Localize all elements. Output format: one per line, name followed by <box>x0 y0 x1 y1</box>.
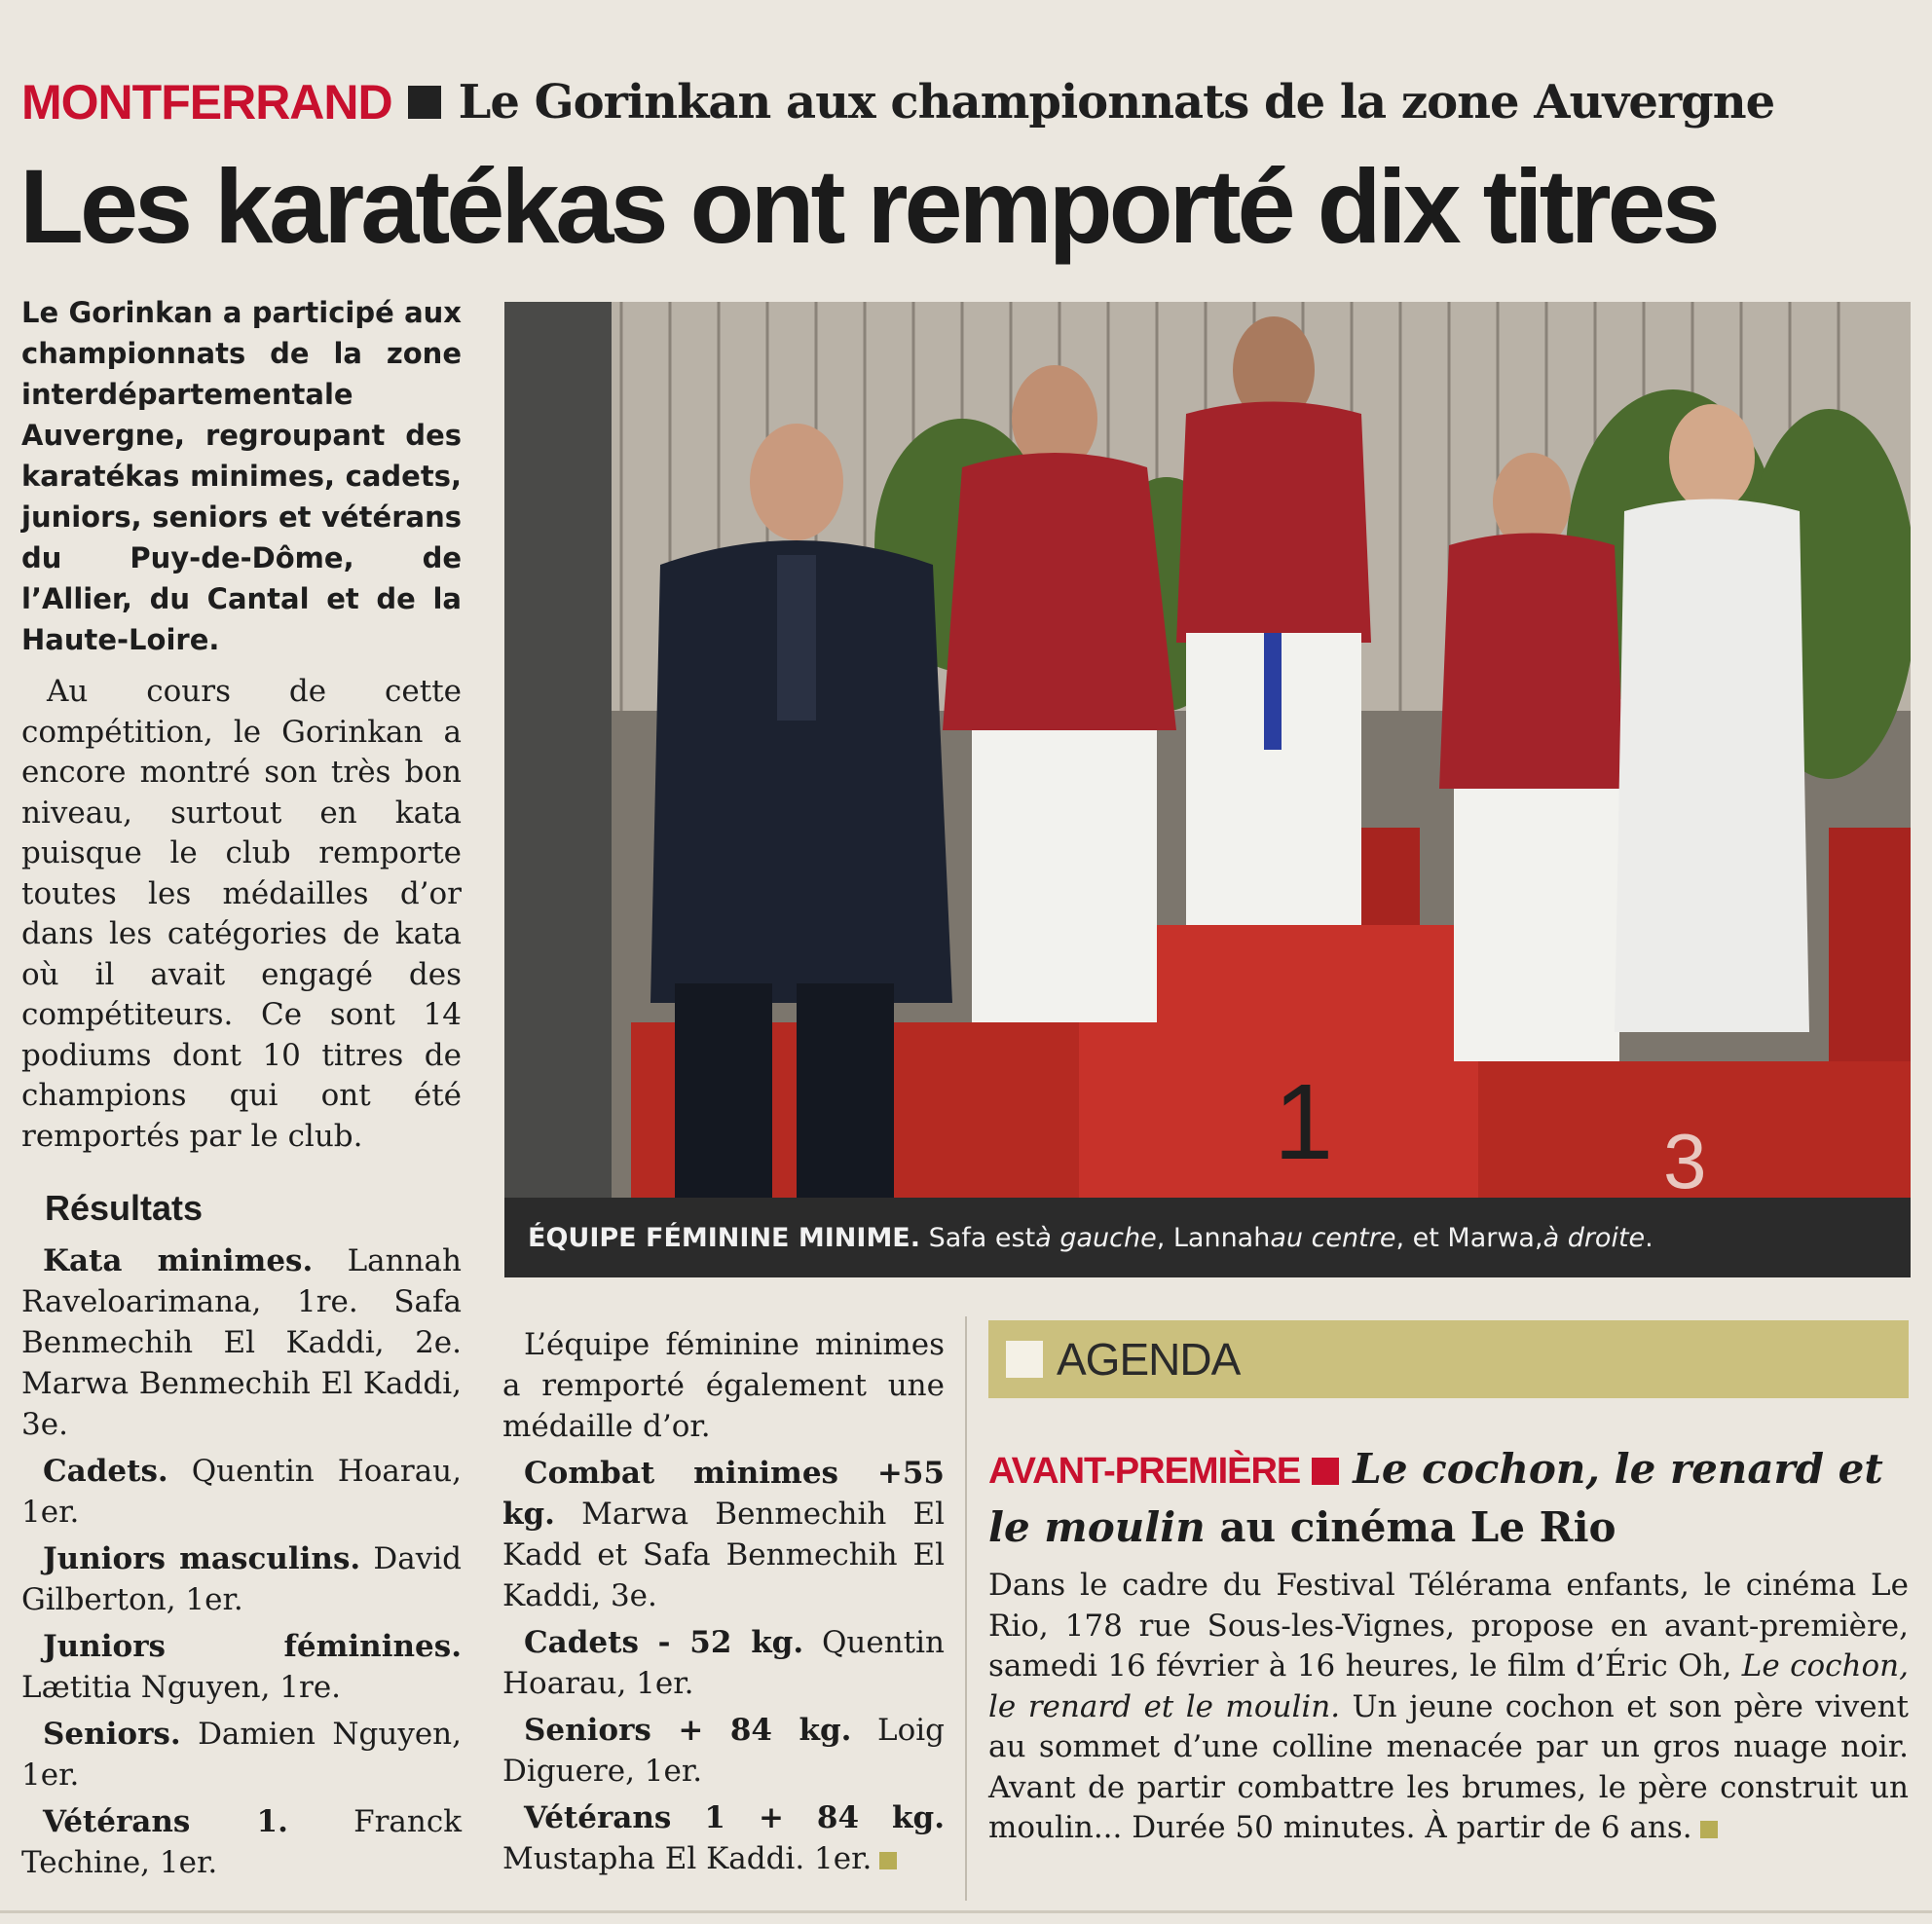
result-item <box>21 1801 462 1883</box>
result-text: Quentin Hoarau, 1er. <box>502 1625 946 1701</box>
result-text: Lætitia Nguyen, 1re. <box>21 1670 342 1705</box>
agenda-square-icon <box>1006 1341 1043 1378</box>
result-item <box>502 1622 945 1704</box>
result-label: Seniors + 84 kg. <box>524 1713 852 1748</box>
bleed-through-top <box>0 0 1932 58</box>
kicker-square-icon <box>408 86 441 119</box>
agenda-film-title: Le cochon, le renard et le moulin <box>988 1445 1883 1551</box>
caption-bold: ÉQUIPE FÉMININE MINIME. <box>528 1222 921 1253</box>
result-label: Cadets - 52 kg. <box>524 1625 804 1660</box>
agenda-text-italic: Le cochon, le renard et le moulin. <box>988 1648 1909 1724</box>
result-text: Franck Techine, 1er. <box>21 1804 462 1880</box>
kicker-topic: Le Gorinkan aux championnats de la zone Auvergne <box>458 75 1775 130</box>
result-label: Juniors masculins. <box>43 1541 361 1576</box>
result-text: Damien Nguyen, 1er. <box>21 1717 462 1793</box>
result-text: David Gilberton, 1er. <box>21 1541 462 1617</box>
result-item <box>21 1714 462 1795</box>
agenda-tag: AVANT-PREMIÈRE <box>988 1451 1301 1492</box>
caption-part: à droite <box>1542 1222 1646 1253</box>
kicker <box>21 70 1891 134</box>
agenda-title-rest: au cinéma Le Rio <box>1205 1503 1616 1551</box>
result-item <box>502 1797 945 1879</box>
podium-number-1: 1 <box>1274 1062 1334 1182</box>
results-right-column <box>502 1324 945 1885</box>
lead-paragraph: Le Gorinkan a participé aux championnats de la zone interdépartementale Auvergne, regroupant des karatékas minimes, cadets, juniors, seniors et vétérans du Puy-de-Dôme, de l’Allier, du Cantal et de la Haute-Loire. <box>21 296 462 656</box>
result-item <box>21 1538 462 1620</box>
result-text: Loig Diguere, 1er. <box>502 1713 946 1789</box>
result-label: Kata minimes. <box>43 1243 314 1278</box>
bottom-rule <box>0 1910 1932 1913</box>
podium-number-3: 3 <box>1663 1118 1707 1198</box>
result-intro: L’équipe féminine minimes a remporté également une médaille d’or. <box>502 1327 945 1444</box>
result-label: Cadets. <box>43 1454 168 1489</box>
photo-caption <box>504 1198 1911 1277</box>
results-heading: Résultats <box>45 1188 204 1228</box>
result-text: Marwa Benmechih El Kadd et Safa Benmechih El Kaddi, 3e. <box>502 1497 945 1613</box>
result-item <box>502 1710 945 1792</box>
result-item <box>21 1451 462 1533</box>
end-mark-icon <box>879 1852 897 1869</box>
caption-part: à gauche <box>1035 1222 1157 1253</box>
result-label: Vétérans 1. <box>43 1804 288 1839</box>
result-label: Combat minimes +55 kg. <box>502 1456 945 1532</box>
podium-photo-illustration <box>504 302 1911 1198</box>
result-label: Vétérans 1 + 84 kg. <box>524 1800 945 1835</box>
result-text: Lannah Raveloarimana, 1re. Safa Benmechih El Kaddi, 2e. Marwa Benmechih El Kaddi, 3e. <box>21 1243 463 1442</box>
caption-part: au centre <box>1270 1222 1396 1253</box>
agenda-title <box>988 1441 1909 1556</box>
results-left-column <box>21 1240 462 1889</box>
agenda-bar <box>988 1320 1909 1398</box>
caption-part: Safa est <box>928 1222 1036 1253</box>
agenda-text <box>988 1566 1909 1849</box>
result-item <box>21 1626 462 1708</box>
agenda-text-part: Dans le cadre du Festival Télérama enfants, le cinéma Le Rio, 178 rue Sous-les-Vignes, propose en avant-première, samedi 16 février à 16 heures, le film d’Éric Oh, <box>988 1568 1909 1684</box>
headline: Les karatékas ont remporté dix titres <box>19 147 1717 265</box>
caption-part: , et Marwa, <box>1395 1222 1543 1253</box>
result-item <box>502 1453 945 1616</box>
result-text: Mustapha El Kaddi. 1er. <box>502 1841 873 1876</box>
agenda-label: AGENDA <box>1057 1334 1241 1385</box>
result-text: Quentin Hoarau, 1er. <box>21 1454 462 1530</box>
result-item <box>21 1240 462 1445</box>
kicker-location: MONTFERRAND <box>21 75 392 130</box>
agenda-tag-square-icon <box>1312 1458 1339 1485</box>
result-label: Juniors féminines. <box>43 1629 462 1664</box>
end-mark-icon <box>1700 1821 1718 1838</box>
column-divider <box>965 1316 967 1901</box>
caption-part: , Lannah <box>1156 1222 1271 1253</box>
result-label: Seniors. <box>43 1717 181 1752</box>
agenda-text-part: Un jeune cochon et son père vivent au sommet d’une colline menacée par un gros nuage noir. Avant de partir combattre les brumes, le père construit un moulin... Durée 50 minutes. À partir de 6 ans. <box>988 1688 1909 1845</box>
body-paragraph: Au cours de cette compétition, le Gorinkan a encore montré son très bon niveau, surtout en kata puisque le club remporte toutes les médailles d’or dans les catégories de kata où il avait engagé des compétiteurs. Ce sont 14 podiums dont 10 titres de champions qui ont été remportés par le club. <box>21 674 462 1154</box>
podium-photo <box>504 302 1911 1198</box>
caption-part: . <box>1645 1222 1653 1253</box>
